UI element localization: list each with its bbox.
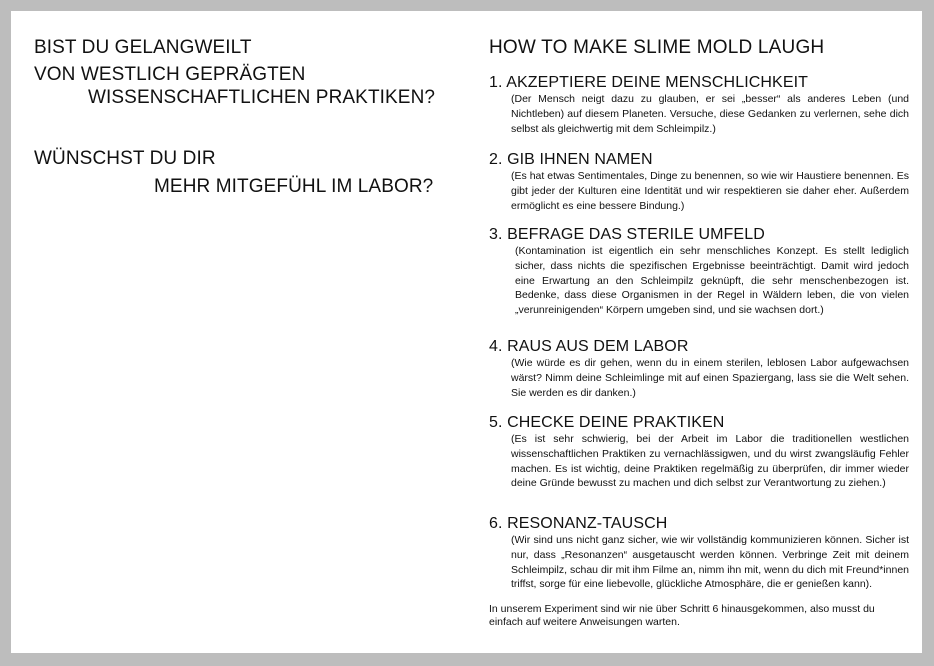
step-3 [489,226,909,318]
step-title: 4. RAUS AUS DEM LABOR [489,338,689,355]
document-spread [11,11,922,653]
left-heading-line-3: WISSENSCHAFTLICHEN PRAKTIKEN? [88,87,436,108]
left-heading-line-2: VON WESTLICH GEPRÄGTEN [34,64,306,85]
left-page [11,11,466,653]
step-body: (Der Mensch neigt dazu zu glauben, er sei „besser“ als anderes Leben (und Nichtleben) auf diesem Planeten. Versuche, diese Gedanken zu verlernen, sehe dich selbst als gleichwertig mit dem Schleimpilz.) [511,93,909,135]
step-body: (Wie würde es dir gehen, wenn du in einem sterilen, leblosen Labor aufgewachsen wärst? Nimm deine Schleimlinge mit auf einen Spaziergang, lass sie die Welt sehen. Sie werden es dir danken.) [511,357,909,399]
left-heading-line-5: MEHR MITGEFÜHL IM LABOR? [154,176,434,197]
right-page [489,11,909,653]
step-1 [489,74,909,136]
page-title: HOW TO MAKE SLIME MOLD LAUGH [489,37,825,58]
step-body: (Es ist sehr schwierig, bei der Arbeit im Labor die traditionellen westlichen wissenschaftlichen Praktiken zu vernachlässigwen, und du wirst zwangsläufig Fehler machen. Es ist wichtig, deine Praktiken regelmäßig zu überprüfen, dir immer wieder deine Gründe bewusst zu machen und dich selbst zur Verantwortung zu ziehen.) [511,433,909,490]
step-title: 6. RESONANZ-TAUSCH [489,515,668,532]
step-title: 2. GIB IHNEN NAMEN [489,151,653,168]
step-body: (Kontamination ist eigentlich ein sehr menschliches Konzept. Es stellt lediglich sicher, dass nichts die spezifischen Ergebnisse beeinträchtigt. Damit wird jedoch eine Erwartung an den Schleimpilz geknüpft, die sehr menschenbezogen ist. Bedenke, dass diese Organismen in der Regel in Wäldern leben, die von vielen „verunreinigenden“ Körpern umgeben sind, und sie wachsen dort.) [515,245,909,317]
closing-note: In unserem Experiment sind wir nie über Schritt 6 hinausgekommen, also musst du einfach auf weitere Anweisungen warten. [489,603,875,628]
left-heading-line-4: WÜNSCHST DU DIR [34,148,216,169]
step-body: (Wir sind uns nicht ganz sicher, wie wir vollständig kommunizieren können. Sicher ist nur, dass „Resonanzen“ ausgetauscht werden können. Verbringe Zeit mit deinem Schleimpilz, schau dir mit ihm Filme an, nimm ihn mit, wenn du dich mit Freund*innen triffst, sorge für eine liebevolle, glückliche Atmosphäre, die er genießen kann). [511,534,909,591]
step-4 [489,338,909,400]
step-6 [489,515,909,592]
left-heading-line-1: BIST DU GELANGWEILT [34,37,252,58]
step-title: 1. AKZEPTIERE DEINE MENSCHLICHKEIT [489,74,809,91]
step-body: (Es hat etwas Sentimentales, Dinge zu benennen, so wie wir Haustiere benennen. Es gibt jeder der Kulturen eine Identität und wir respektieren sie daher eher. Außerdem ermöglicht es eine bessere Bindung.) [511,170,909,212]
step-title: 5. CHECKE DEINE PRAKTIKEN [489,414,725,431]
step-2 [489,151,909,213]
step-5 [489,414,909,491]
step-title: 3. BEFRAGE DAS STERILE UMFELD [489,226,765,243]
